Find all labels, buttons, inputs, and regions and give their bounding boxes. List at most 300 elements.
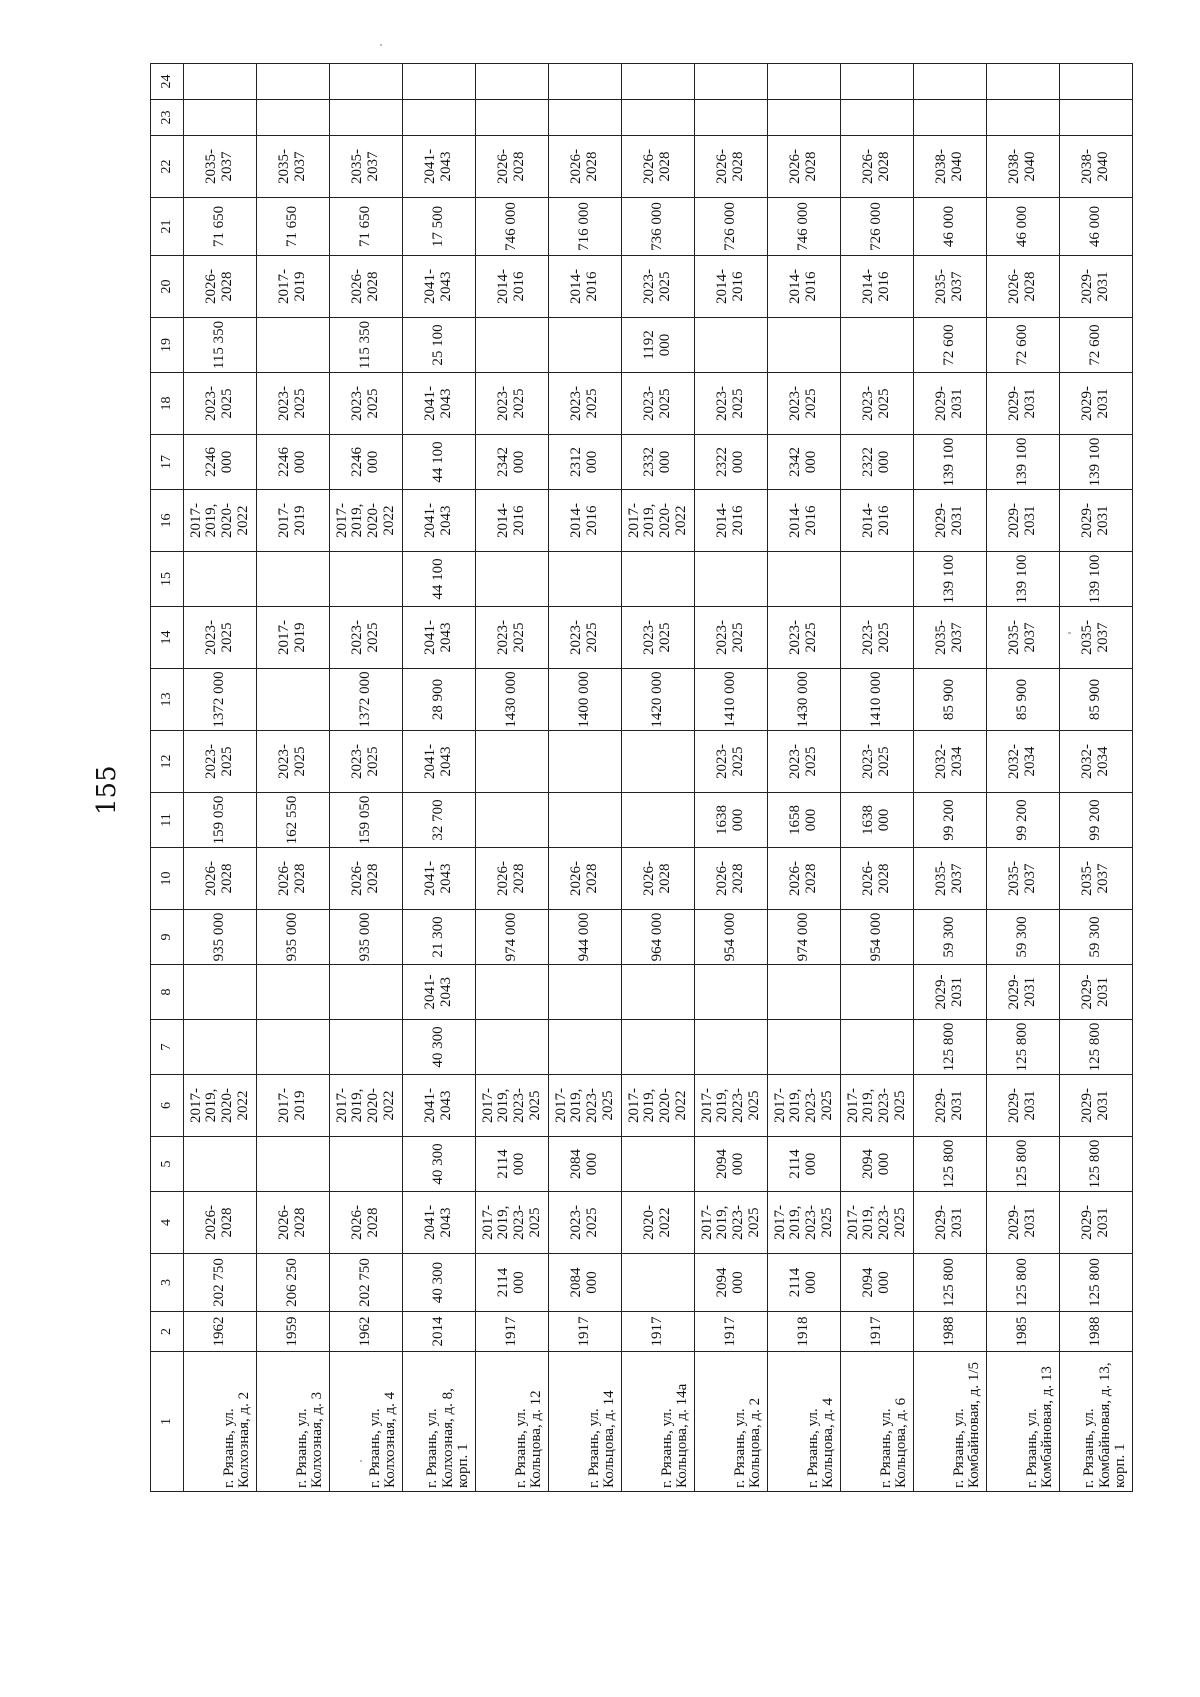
table-cell: 944 000 [549,910,622,965]
table-cell [257,1137,330,1192]
table-cell: 2246 000 [330,435,403,490]
table-cell: 115 350 [184,318,257,373]
table-cell: 125 800 [1060,1254,1133,1312]
table-cell: 2041-2043 [403,1192,476,1254]
table-cell: 1962 [330,1312,403,1352]
table-cell: 2029-2031 [914,965,987,1020]
table-cell: 72 600 [914,318,987,373]
table-cell [549,64,622,100]
table-cell: 28 900 [403,669,476,731]
page-number: 155 [92,765,122,815]
column-header: 7 [151,1020,184,1075]
table-cell: 1372 000 [184,669,257,731]
table-cell: 125 800 [1060,1137,1133,1192]
table-cell [914,100,987,136]
table-cell: 125 800 [914,1137,987,1192]
table-cell: 40 300 [403,1254,476,1312]
table-cell: 736 000 [622,198,695,256]
table-cell [330,1137,403,1192]
table-cell: 59 300 [1060,910,1133,965]
table-cell: 202 750 [184,1254,257,1312]
table-cell: 2094 000 [841,1137,914,1192]
table-cell: 2017-2019 [257,607,330,669]
address-cell: г. Рязань, ул. Комбайновая, д. 13 [987,1352,1060,1492]
table-body [184,64,1133,1492]
column-header: 17 [151,435,184,490]
table-row [403,64,476,1492]
table-cell: 2026-2028 [476,848,549,910]
table-cell: 2029-2031 [1060,256,1133,318]
table-cell [1060,100,1133,136]
table-cell: 2017-2019, 2020-2022 [184,490,257,552]
table-cell [695,64,768,100]
column-header: 11 [151,793,184,848]
table-cell [476,100,549,136]
table-row [257,64,330,1492]
table-cell: 2023-2025 [768,373,841,435]
table-cell: 2026-2028 [695,848,768,910]
table-cell: 202 750 [330,1254,403,1312]
table-cell [257,100,330,136]
table-cell: 159 050 [184,793,257,848]
table-row [987,64,1060,1492]
table-cell: 139 100 [914,552,987,607]
table-cell: 2026-2028 [622,848,695,910]
table-cell [330,100,403,136]
table-cell: 974 000 [476,910,549,965]
table-cell: 2017-2019, 2023-2025 [841,1192,914,1254]
table-cell: 206 250 [257,1254,330,1312]
table-cell: 1985 [987,1312,1060,1352]
table-cell: 2023-2025 [184,373,257,435]
table-cell: 1959 [257,1312,330,1352]
table-cell: 1917 [549,1312,622,1352]
table-cell: 2023-2025 [768,607,841,669]
table-cell [330,965,403,1020]
table-cell: 2023-2025 [330,373,403,435]
table-cell [476,552,549,607]
table-cell: 2029-2031 [987,373,1060,435]
table-cell: 2026-2028 [549,136,622,198]
table-cell: 99 200 [914,793,987,848]
table-cell: 2029-2031 [987,965,1060,1020]
table-cell: 125 800 [914,1020,987,1075]
table-cell [841,100,914,136]
table-cell: 2026-2028 [257,848,330,910]
table-cell: 2041-2043 [403,490,476,552]
table-cell: 2041-2043 [403,1075,476,1137]
table-cell: 2017-2019 [257,256,330,318]
table-cell [257,552,330,607]
table-cell: 2026-2028 [184,256,257,318]
column-header: 10 [151,848,184,910]
table-cell: 46 000 [987,198,1060,256]
table-cell: 2026-2028 [476,136,549,198]
address-cell: г. Рязань, ул. Кольцова, д. 4 [768,1352,841,1492]
column-header: 23 [151,100,184,136]
table-cell: 2038-2040 [914,136,987,198]
table-cell [476,731,549,793]
table-cell: 1638 000 [841,793,914,848]
table-cell: 2023-2025 [841,731,914,793]
table-cell: 2014-2016 [549,256,622,318]
table-cell: 1410 000 [841,669,914,731]
table-cell: 2017-2019, 2020-2022 [622,1075,695,1137]
column-header: 22 [151,136,184,198]
table-cell [622,1137,695,1192]
table-cell: 2023-2025 [549,607,622,669]
table-cell: 2014-2016 [695,256,768,318]
table-cell: 2035-2037 [1060,848,1133,910]
table-cell: 59 300 [987,910,1060,965]
table-cell: 2026-2028 [987,256,1060,318]
column-header: 6 [151,1075,184,1137]
table-cell: 46 000 [914,198,987,256]
table-cell [330,1020,403,1075]
table-row [768,64,841,1492]
table-cell: 44 100 [403,552,476,607]
table-cell: 2322 000 [695,435,768,490]
table-cell [184,1137,257,1192]
table-cell: 2038-2040 [987,136,1060,198]
table-cell [841,965,914,1020]
table-cell: 2026-2028 [768,136,841,198]
header-row [151,64,184,1492]
address-cell: г. Рязань, ул. Колхозная, д. 3 [257,1352,330,1492]
column-header: 5 [151,1137,184,1192]
table-cell: 2035-2037 [1060,607,1133,669]
table-cell [622,731,695,793]
column-header: 13 [151,669,184,731]
table-cell: 2023-2025 [330,607,403,669]
table-cell [184,1020,257,1075]
table-cell: 2017-2019, 2023-2025 [768,1192,841,1254]
table-cell [622,64,695,100]
address-cell: г. Рязань, ул. Кольцова, д. 14 [549,1352,622,1492]
table-cell: 2020-2022 [622,1192,695,1254]
table-cell: 2032-2034 [987,731,1060,793]
table-cell [257,669,330,731]
table-cell: 2017-2019 [257,1075,330,1137]
data-table [150,63,1133,1492]
table-cell: 139 100 [1060,552,1133,607]
table-cell: 2035-2037 [184,136,257,198]
table-cell: 1372 000 [330,669,403,731]
table-cell: 25 100 [403,318,476,373]
table-cell: 85 900 [1060,669,1133,731]
table-cell: 2014-2016 [549,490,622,552]
table-cell: 1917 [622,1312,695,1352]
address-cell: г. Рязань, ул. Колхозная, д. 4 [330,1352,403,1492]
column-header: 16 [151,490,184,552]
table-cell: 2029-2031 [1060,1075,1133,1137]
table-cell: 2041-2043 [403,373,476,435]
table-cell: 2029-2031 [987,1075,1060,1137]
table-cell: 2114 000 [476,1137,549,1192]
address-cell: г. Рязань, ул. Кольцова, д. 6 [841,1352,914,1492]
table-cell [549,100,622,136]
table-cell: 2041-2043 [403,136,476,198]
table-cell: 2032-2034 [1060,731,1133,793]
table-cell: 1988 [914,1312,987,1352]
table-cell [695,100,768,136]
table-cell: 2023-2025 [549,1192,622,1254]
column-header: 20 [151,256,184,318]
table-cell: 2032-2034 [914,731,987,793]
table-cell: 2342 000 [476,435,549,490]
column-header: 15 [151,552,184,607]
table-cell [841,64,914,100]
table-cell: 2026-2028 [622,136,695,198]
table-cell [549,731,622,793]
table-cell [476,965,549,1020]
table-cell [184,552,257,607]
table-cell: 139 100 [987,552,1060,607]
table-cell: 17 500 [403,198,476,256]
table-cell [549,965,622,1020]
table-cell: 159 050 [330,793,403,848]
table-cell [476,64,549,100]
table-cell [184,100,257,136]
table-cell: 1917 [476,1312,549,1352]
table-cell: 2026-2028 [841,136,914,198]
table-cell: 2023-2025 [330,731,403,793]
address-cell: г. Рязань, ул. Комбайновая, д. 13, корп. 1 [1060,1352,1133,1492]
table-cell: 1988 [1060,1312,1133,1352]
table-cell: 1917 [695,1312,768,1352]
table-cell: 2026-2028 [841,848,914,910]
table-cell: 2041-2043 [403,607,476,669]
table-cell [768,100,841,136]
table-cell: 139 100 [987,435,1060,490]
table-cell: 2029-2031 [914,490,987,552]
table-row [622,64,695,1492]
table-cell [695,318,768,373]
table-cell [476,793,549,848]
table-cell: 40 300 [403,1020,476,1075]
table-cell [841,1020,914,1075]
table-cell: 85 900 [987,669,1060,731]
table-cell: 2312 000 [549,435,622,490]
table-cell [184,965,257,1020]
table-cell [549,318,622,373]
table-cell: 2023-2025 [549,373,622,435]
column-header: 18 [151,373,184,435]
table-cell [622,1020,695,1075]
table-cell: 2094 000 [695,1254,768,1312]
table-cell: 85 900 [914,669,987,731]
table-cell: 2023-2025 [695,373,768,435]
table-cell: 71 650 [184,198,257,256]
table-cell: 2023-2025 [257,373,330,435]
table-cell: 125 800 [1060,1020,1133,1075]
table-cell [841,318,914,373]
table-cell: 2029-2031 [1060,965,1133,1020]
address-cell: г. Рязань, ул. Колхозная, д. 8, корп. 1 [403,1352,476,1492]
table-row [914,64,987,1492]
table-cell [622,552,695,607]
table-cell: 1430 000 [768,669,841,731]
table-cell: 125 800 [987,1020,1060,1075]
table-cell: 2014 [403,1312,476,1352]
table-cell: 2041-2043 [403,256,476,318]
table-row [184,64,257,1492]
table-row [476,64,549,1492]
table-cell: 1918 [768,1312,841,1352]
table-cell: 2029-2031 [1060,373,1133,435]
table-cell [257,1020,330,1075]
table-cell [1060,64,1133,100]
table-cell: 2041-2043 [403,848,476,910]
table-cell: 2246 000 [184,435,257,490]
table-cell: 125 800 [987,1137,1060,1192]
column-header: 19 [151,318,184,373]
table-cell [476,318,549,373]
table-cell: 2023-2025 [622,256,695,318]
table-cell: 2014-2016 [841,256,914,318]
table-cell: 716 000 [549,198,622,256]
table-cell: 2017-2019, 2023-2025 [841,1075,914,1137]
table-cell: 2029-2031 [987,490,1060,552]
table-row [549,64,622,1492]
table-cell: 2114 000 [476,1254,549,1312]
table-cell: 2017-2019, 2020-2022 [330,1075,403,1137]
table-cell: 44 100 [403,435,476,490]
table-cell: 71 650 [330,198,403,256]
table-cell: 2114 000 [768,1254,841,1312]
table-cell: 2023-2025 [184,731,257,793]
table-cell: 1917 [841,1312,914,1352]
table-cell: 964 000 [622,910,695,965]
table-cell: 954 000 [695,910,768,965]
table-cell: 2014-2016 [841,490,914,552]
table-cell: 115 350 [330,318,403,373]
table-cell [695,965,768,1020]
table-cell: 746 000 [476,198,549,256]
table-cell: 935 000 [184,910,257,965]
table-cell [987,100,1060,136]
table-cell: 2023-2025 [622,607,695,669]
table-cell: 2038-2040 [1060,136,1133,198]
table-cell: 2029-2031 [914,373,987,435]
table-cell: 2029-2031 [1060,490,1133,552]
table-cell: 935 000 [330,910,403,965]
table-cell: 2023-2025 [476,373,549,435]
column-header: 9 [151,910,184,965]
table-cell: 2017-2019 [257,490,330,552]
column-header: 2 [151,1312,184,1352]
table-cell [987,64,1060,100]
table-cell: 72 600 [987,318,1060,373]
table-cell: 2023-2025 [257,731,330,793]
table-cell: 2017-2019, 2020-2022 [330,490,403,552]
table-cell: 2026-2028 [330,1192,403,1254]
table-cell: 2246 000 [257,435,330,490]
table-cell [768,965,841,1020]
table-cell [476,1020,549,1075]
table-cell: 2017-2019, 2023-2025 [695,1075,768,1137]
rotated-table-container [150,74,1129,1492]
table-cell: 2029-2031 [1060,1192,1133,1254]
table-cell [695,552,768,607]
table-cell: 2041-2043 [403,731,476,793]
table-cell: 2342 000 [768,435,841,490]
address-cell: г. Рязань, ул. Кольцова, д. 12 [476,1352,549,1492]
column-header: 24 [151,64,184,100]
table-row [1060,64,1133,1492]
table-cell: 2014-2016 [768,256,841,318]
table-cell: 2017-2019, 2023-2025 [476,1192,549,1254]
table-cell [622,793,695,848]
table-cell [768,318,841,373]
table-cell [403,64,476,100]
table-cell: 2026-2028 [184,848,257,910]
table-cell: 99 200 [1060,793,1133,848]
table-cell [768,64,841,100]
table-cell [403,100,476,136]
table-cell [330,552,403,607]
table-cell [184,64,257,100]
table-cell: 726 000 [841,198,914,256]
table-cell: 2035-2037 [257,136,330,198]
column-header: 8 [151,965,184,1020]
address-cell: г. Рязань, ул. Колхозная, д. 2 [184,1352,257,1492]
column-header: 3 [151,1254,184,1312]
table-cell [257,318,330,373]
table-cell: 2029-2031 [987,1192,1060,1254]
table-cell: 139 100 [1060,435,1133,490]
table-cell: 2023-2025 [768,731,841,793]
table-cell: 1658 000 [768,793,841,848]
table-cell: 746 000 [768,198,841,256]
column-header: 12 [151,731,184,793]
table-cell [622,965,695,1020]
scan-mark [380,44,382,46]
table-cell: 2017-2019, 2020-2022 [184,1075,257,1137]
table-cell: 125 800 [914,1254,987,1312]
table-cell: 2014-2016 [768,490,841,552]
table-cell: 46 000 [1060,198,1133,256]
table-cell: 1420 000 [622,669,695,731]
table-row [330,64,403,1492]
table-cell [622,100,695,136]
table-cell: 1410 000 [695,669,768,731]
table-cell: 2026-2028 [549,848,622,910]
table-cell: 2041-2043 [403,965,476,1020]
table-row [841,64,914,1492]
table-cell: 2332 000 [622,435,695,490]
table-cell: 2035-2037 [330,136,403,198]
table-cell: 162 550 [257,793,330,848]
table-cell: 726 000 [695,198,768,256]
table-cell: 32 700 [403,793,476,848]
table-cell: 935 000 [257,910,330,965]
table-cell: 1638 000 [695,793,768,848]
table-cell [622,1254,695,1312]
table-cell: 21 300 [403,910,476,965]
table-cell: 2035-2037 [914,848,987,910]
table-cell: 72 600 [1060,318,1133,373]
column-header: 4 [151,1192,184,1254]
table-cell: 2023-2025 [476,607,549,669]
table-cell: 2035-2037 [987,848,1060,910]
table-cell: 2322 000 [841,435,914,490]
table-cell: 2017-2019, 2023-2025 [549,1075,622,1137]
table-cell [841,552,914,607]
table-cell: 2014-2016 [476,256,549,318]
table-cell: 2114 000 [768,1137,841,1192]
table-cell: 2094 000 [695,1137,768,1192]
